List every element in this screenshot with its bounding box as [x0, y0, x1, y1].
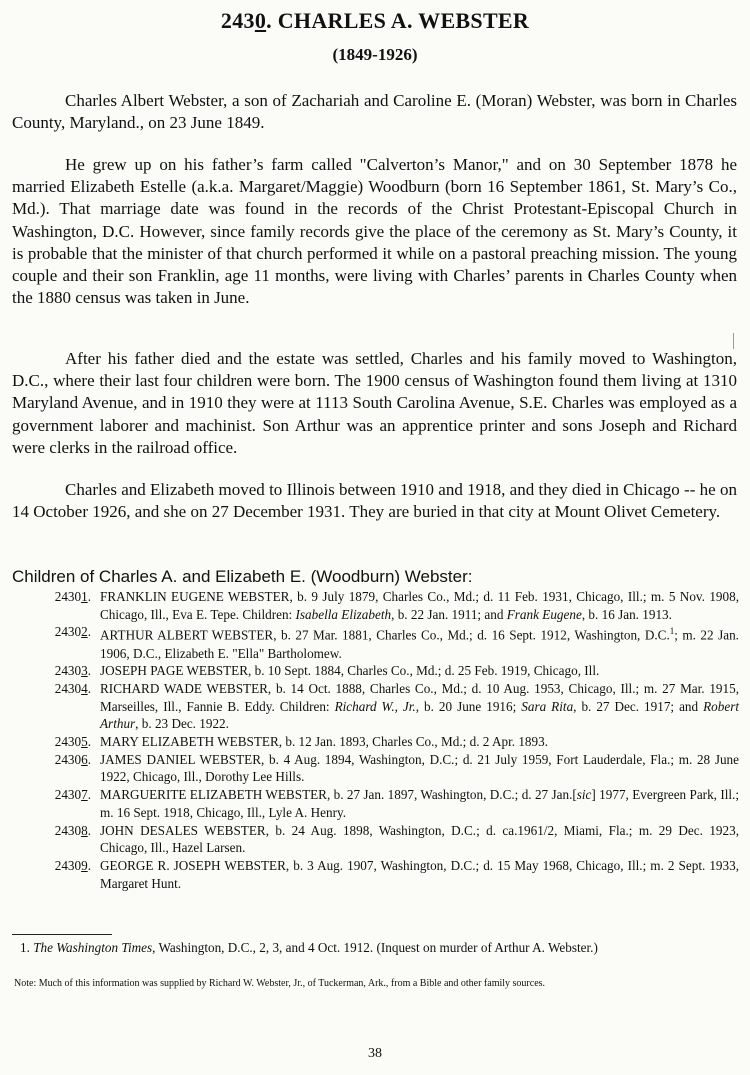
title-number-prefix: 243: [220, 8, 255, 33]
title-number-underlined: 0: [254, 8, 267, 33]
child-number: 24308.: [54, 822, 91, 838]
footnote-detail: , Washington, D.C., 2, 3, and 4 Oct. 1912. (Inquest on murder of Arthur A. Webster.): [152, 940, 598, 955]
grandchild-name: Sara Rita: [521, 698, 574, 714]
scan-mark: [733, 333, 734, 349]
child-details: [100, 662, 739, 680]
paragraph-marriage: He grew up on his father’s farm called "Calverton’s Manor," and on 30 September 1878 he married Elizabeth Estelle (a.k.a. Margaret/Maggie) Woodburn (born 16 September 1861, St. Mary’s Co., Md.). That marriage date was found in the records of the Christ Protestant-Episcopal Church in Washington, D.C. However, since family records give the place of the ceremony as St. Mary’s County, it is probable that the minister of that church performed it while on a pastoral preaching mission. The young couple and their son Franklin, age 11 months, were living with Charles’ parents in Charles County when the 1880 census was taken in June.: [12, 155, 737, 308]
child-number: 24302.: [54, 624, 91, 640]
grandchild-name: Isabella Elizabeth: [295, 606, 392, 622]
child-entry: [12, 857, 739, 892]
source-note: Note: Much of this information was supplied by Richard W. Webster, Jr., of Tuckerman, Ark., from a Bible and other family sources.: [14, 978, 546, 989]
child-details: [100, 822, 739, 857]
page-title: [0, 8, 750, 34]
grandchild-name: Frank Eugene: [506, 606, 582, 622]
child-text: ; m. 22 Jan. 1906, D.C., Elizabeth E. "Ella" Bartholomew.: [100, 627, 739, 661]
footnote-ref: 1: [669, 626, 675, 637]
child-number: 24309.: [54, 857, 91, 873]
child-text: , b. 27 Dec. 1917; and: [573, 698, 704, 714]
child-number: 24304.: [54, 680, 91, 696]
child-text: MARY ELIZABETH WEBSTER, b. 12 Jan. 1893, Charles Co., Md.; d. 2 Apr. 1893.: [100, 734, 548, 750]
child-entry: [12, 680, 739, 733]
footnote-source: The Washington Times: [33, 940, 153, 955]
life-years: (1849-1926): [332, 45, 418, 64]
child-text: RICHARD WADE WEBSTER, b. 14 Oct. 1888, Charles Co., Md.; d. 10 Aug. 1953, Chicago, Ill.; m. 27 Mar. 1915, Marseilles, Ill., Fannie B. Eddy. Children:: [100, 680, 739, 714]
child-details: [100, 623, 739, 662]
child-details: [100, 680, 739, 733]
grandchild-name: Richard W., Jr.: [334, 698, 416, 714]
child-text: ARTHUR ALBERT WEBSTER, b. 27 Mar. 1881, Charles Co., Md.; d. 16 Sept. 1912, Washington, D.C.: [100, 627, 670, 643]
child-text: MARGUERITE ELIZABETH WEBSTER, b. 27 Jan. 1897, Washington, D.C.; d. 27 Jan.[: [100, 787, 577, 803]
footnote: [20, 939, 745, 956]
child-number: 24307.: [54, 787, 91, 803]
page-number: 38: [368, 1046, 382, 1061]
child-entry: [12, 623, 739, 662]
child-details: [100, 857, 739, 892]
grandchild-name: Robert Arthur: [100, 698, 740, 732]
child-text: GEORGE R. JOSEPH WEBSTER, b. 3 Aug. 1907, Washington, D.C.; d. 15 May 1968, Chicago, Ill.; m. 2 Sept. 1933, Margaret Hunt.: [100, 857, 739, 891]
child-text: FRANKLIN EUGENE WEBSTER, b. 9 July 1879, Charles Co., Md.; d. 11 Feb. 1931, Chicago, Ill.; m. 5 Nov. 1908, Chicago, Ill., Eva E. Tepe. Children:: [100, 589, 739, 622]
children-heading: Children of Charles A. and Elizabeth E. (Woodburn) Webster:: [12, 567, 473, 586]
child-number: 24305.: [54, 734, 91, 750]
title-name: . CHARLES A. WEBSTER: [266, 8, 530, 33]
child-text: ] 1977, Evergreen Park, Ill.; m. 16 Sept. 1918, Chicago, Ill., Lyle A. Henry.: [100, 787, 740, 820]
child-details: [100, 733, 739, 751]
paragraph-death: Charles and Elizabeth moved to Illinois between 1910 and 1918, and they died in Chicago -- he on 14 October 1926, and she on 27 December 1931. They are buried in that city at Mount Olivet Cemetery.: [12, 480, 737, 522]
child-number: 24303.: [54, 663, 91, 679]
footnote-rule: [12, 934, 112, 935]
child-entry: [12, 751, 739, 786]
paragraph-washington: After his father died and the estate was settled, Charles and his family moved to Washington, D.C., where their last four children were born. The 1900 census of Washington found them living at 1310 Maryland Avenue, and in 1910 they were at 1113 South Carolina Avenue, S.E. Charles was employed as a government laborer and machinist. Son Arthur was an apprentice printer and sons Joseph and Richard were clerks in the railroad office.: [12, 349, 737, 457]
children-list: [12, 588, 739, 892]
paragraph-birth: Charles Albert Webster, a son of Zachariah and Caroline E. (Moran) Webster, was born in Charles County, Maryland., on 23 June 1849.: [12, 91, 737, 133]
grandchild-name: sic: [576, 787, 592, 803]
child-text: , b. 16 Jan. 1913.: [581, 606, 672, 622]
child-entry: [12, 822, 739, 857]
child-entry: [12, 588, 739, 623]
child-details: [100, 786, 739, 821]
child-text: JOSEPH PAGE WEBSTER, b. 10 Sept. 1884, Charles Co., Md.; d. 25 Feb. 1919, Chicago, Ill.: [100, 663, 600, 679]
child-details: [100, 588, 739, 623]
child-text: , b. 20 June 1916;: [415, 698, 522, 714]
child-text: JOHN DESALES WEBSTER, b. 24 Aug. 1898, Washington, D.C.; d. ca.1961/2, Miami, Fla.; m. 29 Dec. 1923, Chicago, Ill., Hazel Larsen.: [100, 822, 739, 856]
child-text: , b. 23 Dec. 1922.: [135, 716, 229, 732]
child-number: 24306.: [54, 751, 91, 767]
child-text: , b. 22 Jan. 1911; and: [391, 606, 507, 622]
child-details: [100, 751, 739, 786]
child-entry: [12, 786, 739, 821]
child-text: JAMES DANIEL WEBSTER, b. 4 Aug. 1894, Washington, D.C.; d. 21 July 1959, Fort Lauderdale, Fla.; m. 28 June 1922, Chicago, Ill., Dorothy Lee Hills.: [100, 751, 739, 785]
child-number: 24301.: [54, 589, 91, 604]
child-entry: [12, 662, 739, 680]
child-entry: [12, 733, 739, 751]
footnote-number: 1.: [20, 940, 30, 955]
